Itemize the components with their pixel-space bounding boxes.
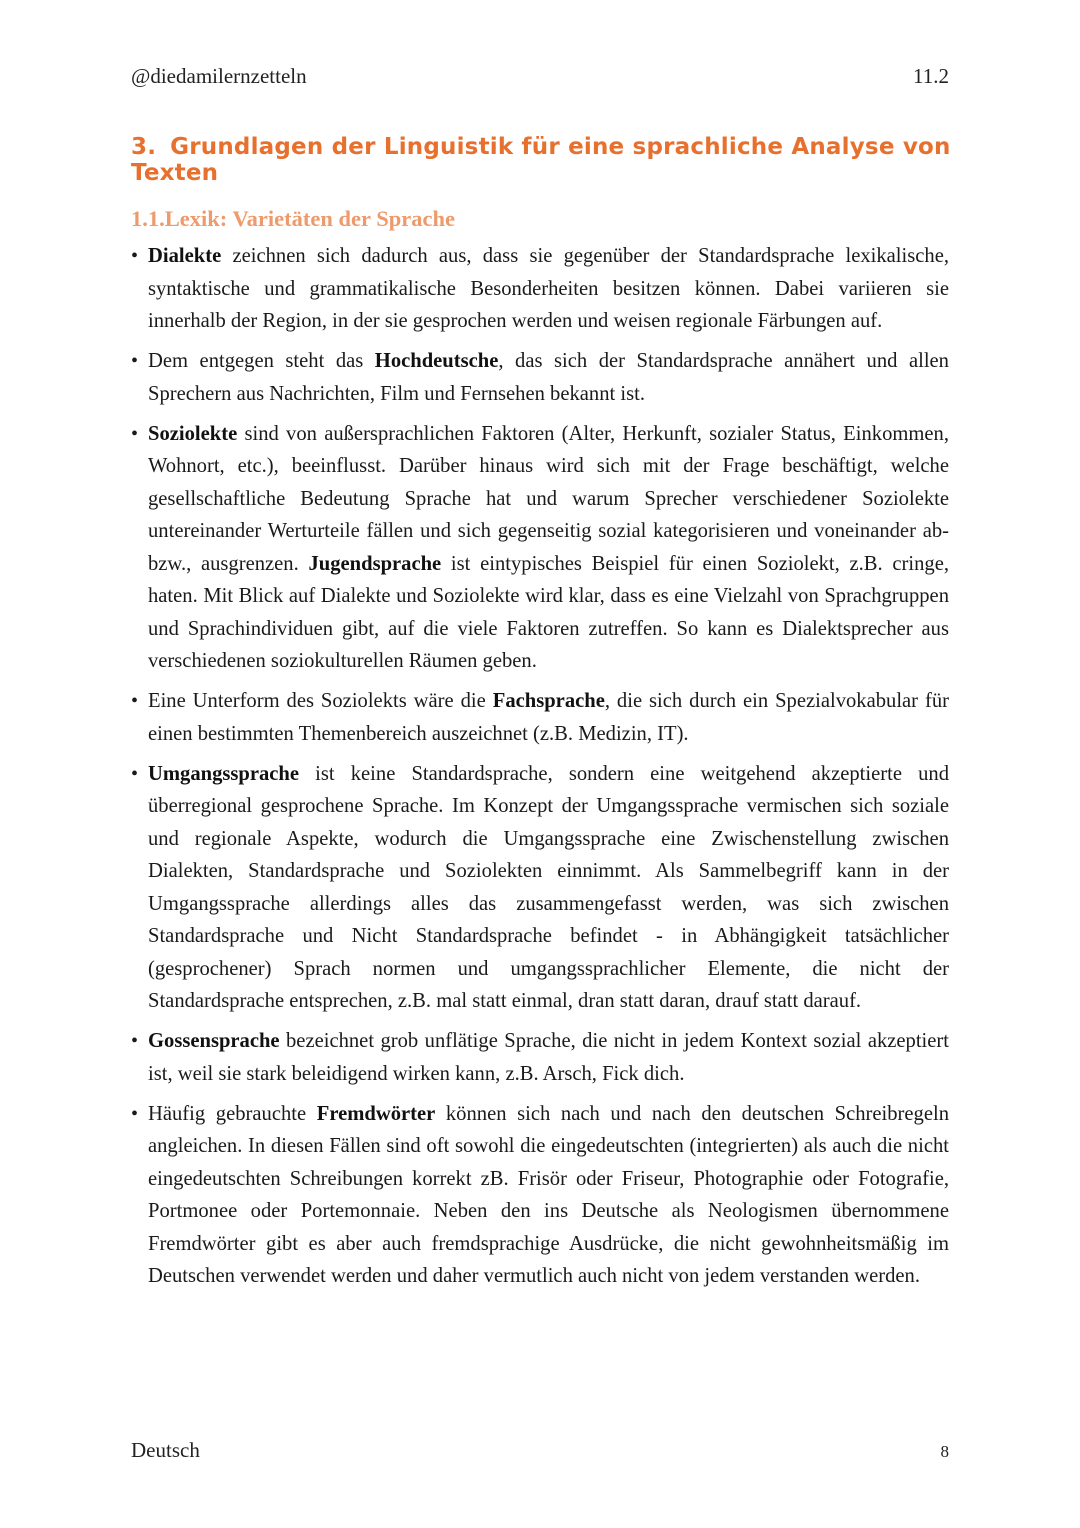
list-item: [131, 758, 949, 1018]
section-number: 3.: [131, 134, 157, 160]
term: Jugendsprache: [308, 552, 442, 575]
item-text: sind von außersprachlichen Faktoren (Alter, Herkunft, sozialer Status, Einkommen, Wohnort, etc.), beeinflusst. Darüber hinaus wird sich mit der Frage beschäftigt, welche gesellschaftliche Bedeutung Sprache hat und warum Sprecher verschiedener Soziolekte untereinander Werturteile fällen und sich gegenseitig sozial kategorisieren und voneinander ab- bzw., ausgrenzen.: [148, 422, 949, 575]
list-item: [131, 685, 949, 750]
item-text: bezeichnet grob unflätige Sprache, die nicht in jedem Kontext sozial akzeptiert ist, weil sie stark beleidigend wirken kann, z.B. Arsch, Fick dich.: [148, 1030, 949, 1085]
page-footer: [131, 1438, 949, 1463]
grade-label: 11.2: [913, 64, 949, 88]
item-text: zeichnen sich dadurch aus, dass sie gegenüber der Standardsprache lexikalische, syntaktische und grammatikalische Besonderheiten besitzen können. Dabei variieren sie innerhalb der Region, in der sie gesprochen werden und weisen regionale Färbungen auf.: [148, 245, 949, 332]
page-header: [131, 64, 949, 89]
term: Dialekte: [148, 245, 222, 267]
subsection-title: 1.1.Lexik: Varietäten der Sprache: [131, 206, 455, 231]
list-item: [131, 418, 949, 678]
term: Fachsprache: [492, 690, 605, 712]
item-text: ist eintypisches Beispiel für einen Soziolekt, z.B. cringe, haten. Mit Blick auf Dialekte und Soziolekte wird klar, dass es eine Vielzahl von Sprachgruppen und Sprachindividuen gibt, auf die viele Faktoren zutreffen. So kann es Dialektsprecher aus verschiedenen soziokulturellen Räumen geben.: [148, 552, 949, 672]
term: Fremdwörter: [316, 1102, 436, 1125]
list-item: [131, 240, 949, 338]
bullet-icon: •: [131, 245, 139, 267]
list-item: [131, 1025, 949, 1090]
item-text: , das sich der Standardsprache annähert und allen Sprechern aus Nachrichten, Film und Fernsehen bekannt ist.: [148, 350, 949, 405]
section-title-text: Grundlagen der Linguistik für eine sprachliche Analyse von Texten: [131, 134, 951, 186]
item-pre: Häufig gebrauchte: [148, 1102, 317, 1125]
bullet-list: [131, 240, 949, 1300]
author-handle: @diedamilernzetteln: [131, 64, 307, 88]
term: Soziolekte: [148, 422, 238, 445]
item-pre: Dem entgegen steht das: [148, 350, 375, 372]
item-text: , die sich durch ein Spezialvokabular für einen bestimmten Themenbereich auszeichnet (z.B. Medizin, IT).: [148, 690, 949, 745]
bullet-icon: •: [131, 690, 139, 712]
bullet-icon: •: [131, 422, 139, 445]
item-text: ist keine Standardsprache, sondern eine weitgehend akzeptierte und überregional gesprochene Sprache. Im Konzept der Umgangssprache vermischen sich soziale und regionale Aspekte, wodurch die Umgangssprache eine Zwischenstellung zwischen Dialekten, Standardsprache und Soziolekten einnimmt. Als Sammelbegriff kann in der Umgangssprache allerdings alles das zusammengefasst werden, was sich zwischen Standardsprache und Nicht Standardsprache befindet - in Abhängigkeit tatsächlicher (gesprochener) Sprach normen und umgangssprachlicher Elemente, die nicht der Standardsprache entsprechen, z.B. mal statt einmal, dran statt daran, drauf statt darauf.: [148, 762, 949, 1012]
term: Umgangssprache: [148, 762, 300, 785]
term: Hochdeutsche: [374, 350, 499, 372]
bullet-icon: •: [131, 1030, 139, 1052]
bullet-icon: •: [131, 1102, 139, 1125]
page-number: 8: [940, 1442, 949, 1461]
list-item: [131, 1098, 949, 1293]
bullet-icon: •: [131, 350, 139, 372]
item-text: können sich nach und nach den deutschen Schreibregeln angleichen. In diesen Fällen sind oft sowohl die eingedeutschten (integrierten) als auch die nicht eingedeutschten Schreibungen korrekt zB. Frisör oder Friseur, Photographie oder Fotografie, Portmonee oder Portemonnaie. Neben den ins Deutsche als Neologismen übernommene Fremdwörter gibt es aber auch fremdsprachige Ausdrücke, die nicht gewohnheitsmäßig im Deutschen verwendet werden und daher vermutlich auch nicht von jedem verstanden werden.: [148, 1102, 949, 1287]
subject-label: Deutsch: [131, 1438, 200, 1462]
term: Gossensprache: [148, 1030, 280, 1052]
bullet-icon: •: [131, 762, 139, 785]
section-title: [131, 134, 980, 186]
list-item: [131, 345, 949, 410]
item-pre: Eine Unterform des Soziolekts wäre die: [148, 690, 493, 712]
